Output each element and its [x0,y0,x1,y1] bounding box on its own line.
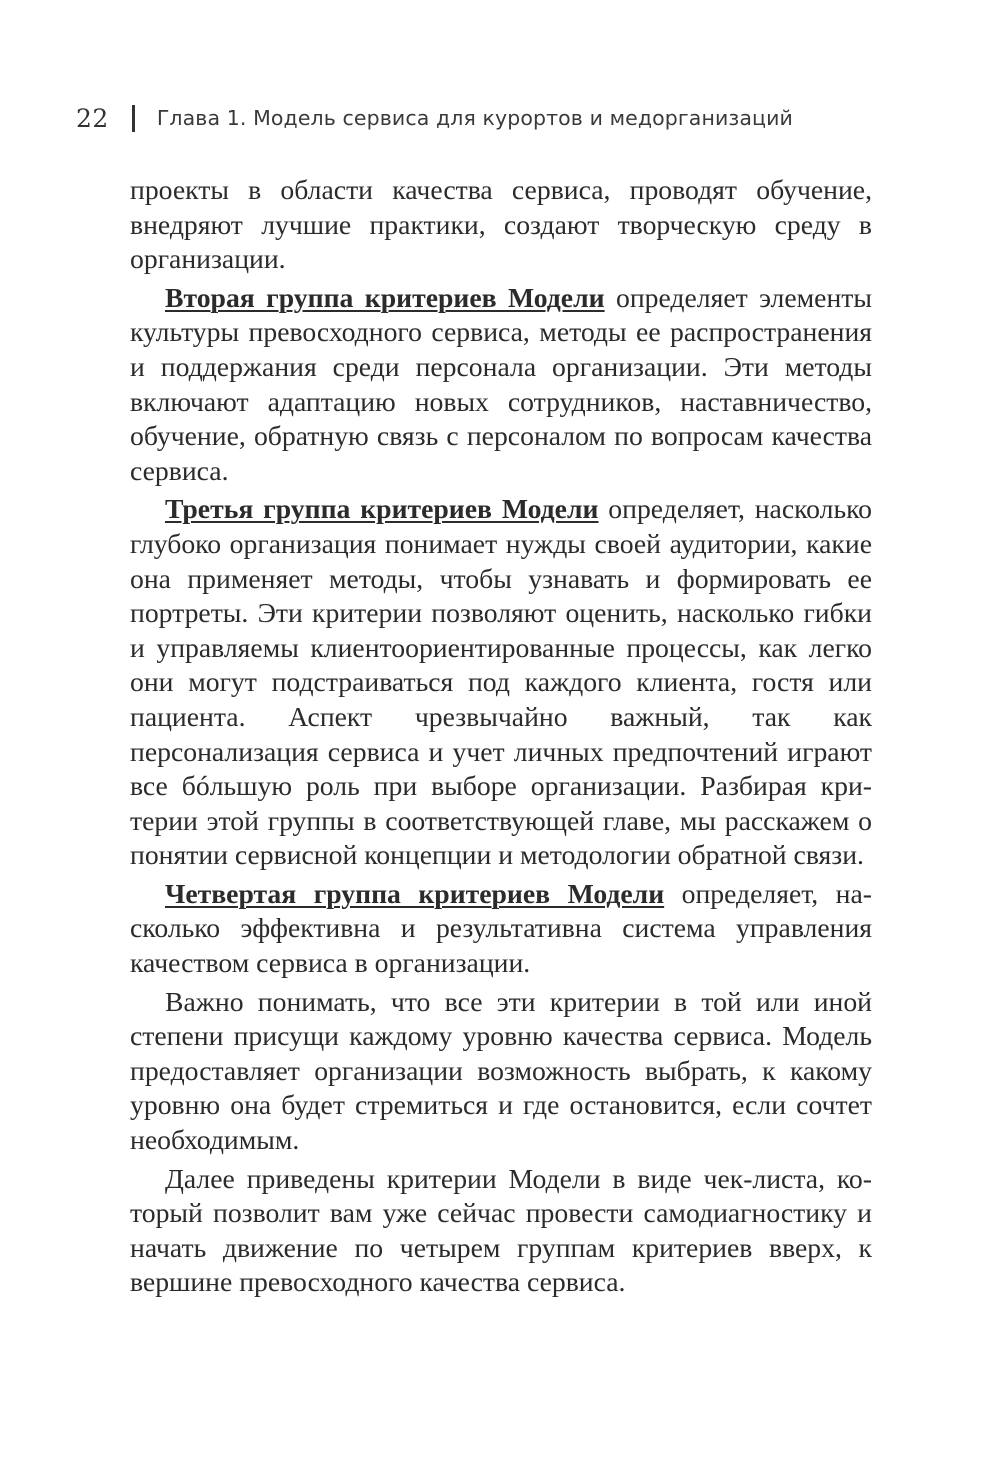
paragraph-text: определяет элементы культуры превосходного сервиса, методы ее распространения и поддержания среди персонала организации. Эти методы включают адаптацию новых сотрудников, наставничество, обучение, обратную связь с персоналом по вопросам качества сервиса. [130,281,872,486]
third-group-heading: Третья группа критериев Модели [165,493,599,525]
paragraph-text: определяет, насколько эффективна и результативна система управления качеством сервиса в организации. [130,877,872,979]
paragraph-importance [130,985,872,1158]
paragraph-fourth-group [130,877,872,981]
paragraph-text: Важно понимать, что все эти критерии в той или иной степени присущи каждому уровню качества сервиса. Модель предоставляет организации возможность выбрать, к какому уровню она будет стремиться и где остановится, если сочтет необходимым. [130,985,872,1156]
paragraph-text: проекты в области качества сервиса, проводят обучение, внедряют лучшие практики, создают творческую среду в организации. [130,174,872,275]
page-number: 22 [76,103,109,133]
paragraph-second-group [130,281,872,489]
chapter-title: Глава 1. Модель сервиса для курортов и медорганизаций [156,106,793,130]
running-header [76,98,940,138]
fourth-group-heading: Четвертая группа критериев Модели [165,877,665,909]
paragraph-continuation [130,173,872,277]
paragraph-checklist-intro [130,1162,872,1300]
second-group-heading: Вторая группа критериев Модели [165,281,605,313]
paragraph-text: Далее приведены критерии Модели в виде чек-листа, который позволит вам уже сейчас провести самодиагностику и начать движение по четырем группам критериев вверх, к вершине превосходного качества сервиса. [130,1162,872,1298]
body-text [130,173,872,1300]
paragraph-text: определяет, насколько глубоко организация понимает нужды своей аудитории, какие она применяет методы, чтобы узнавать и формировать ее портреты. Эти критерии позволяют оценить, насколько гибки и управляемы клиентоориентированные процессы, как легко они могут подстраиваться под каждого клиента, гостя или пациента. Аспект чрезвычайно важный, так как персонализация сервиса и учет личных предпочтений играют все бóльшую роль при выборе организации. Разбирая критерии этой группы в соответствующей главе, мы расскажем о понятии сервисной концепции и методологии обратной связи. [130,493,872,871]
paragraph-third-group [130,492,872,873]
header-divider [132,105,135,132]
